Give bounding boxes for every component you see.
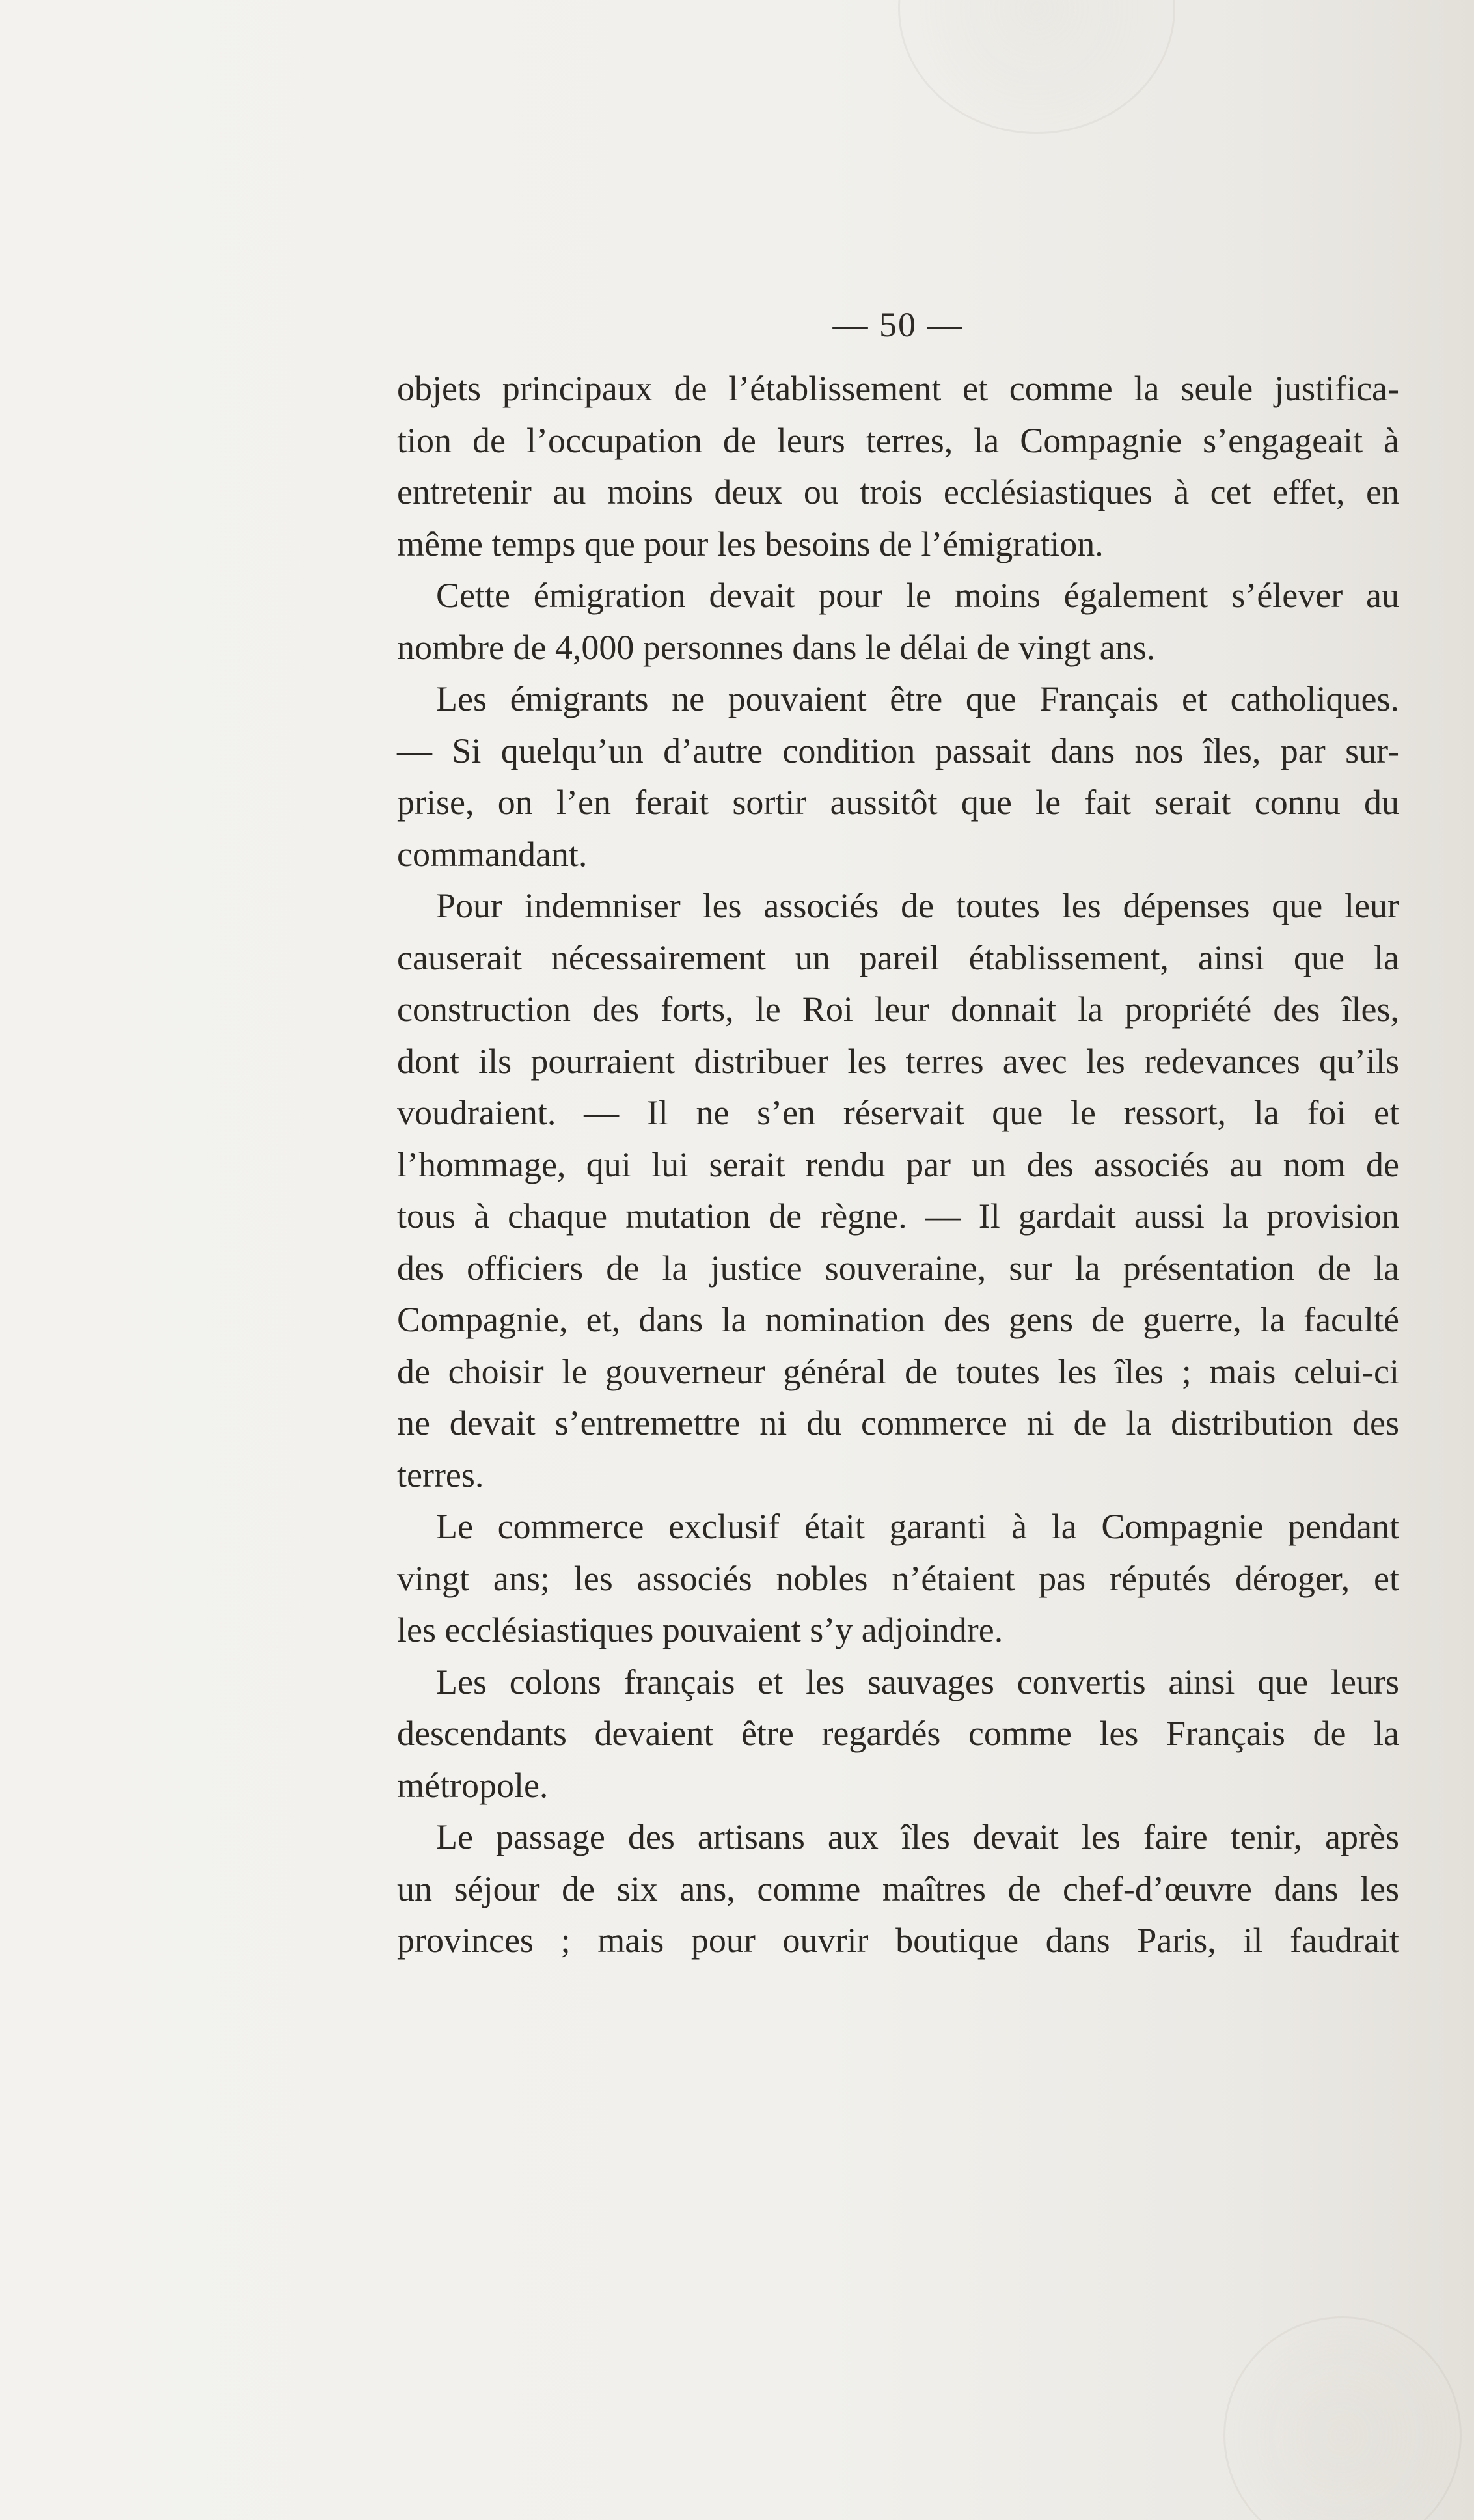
text-line: causerait nécessairement un pareil établissement, ainsi que la [397, 938, 1399, 977]
text-line: objets principaux de l’établissement et comme la seule justifica- [397, 369, 1399, 408]
text-line: Le commerce exclusif était garanti à la Compagnie pendant [436, 1507, 1399, 1546]
text-line: Le passage des artisans aux îles devait les faire tenir, après [436, 1817, 1399, 1856]
body-text [397, 363, 1399, 1967]
text-line: — Si quelqu’un d’autre condition passait dans nos îles, par sur- [397, 731, 1399, 770]
text-line: ne devait s’entremettre ni du commerce ni de la distribution des [397, 1403, 1399, 1443]
text-line: Les colons français et les sauvages convertis ainsi que leurs [436, 1662, 1399, 1701]
text-line: des officiers de la justice souveraine, sur la présentation de la [397, 1248, 1399, 1288]
text-line: Les émigrants ne pouvaient être que Français et catholiques. [436, 679, 1399, 718]
text-line: même temps que pour les besoins de l’émigration. [397, 524, 1104, 563]
page-number: — 50 — [832, 305, 964, 344]
text-line: Cette émigration devait pour le moins également s’élever au [436, 576, 1399, 615]
text-line: métropole. [397, 1765, 549, 1805]
text-line: nombre de 4,000 personnes dans le délai de vingt ans. [397, 627, 1156, 667]
text-line: terres. [397, 1455, 484, 1495]
text-line: entretenir au moins deux ou trois ecclésiastiques à cet effet, en [397, 472, 1399, 511]
paper-stain [898, 0, 1175, 134]
text-line: tion de l’occupation de leurs terres, la Compagnie s’engageait à [397, 420, 1399, 460]
text-line: l’hommage, qui lui serait rendu par un des associés au nom de [397, 1145, 1399, 1184]
text-line: provinces ; mais pour ouvrir boutique dans Paris, il faudrait [397, 1921, 1399, 1960]
text-line: descendants devaient être regardés comme les Français de la [397, 1714, 1399, 1753]
text-line: voudraient. — Il ne s’en réservait que le ressort, la foi et [397, 1093, 1399, 1132]
text-line: vingt ans; les associés nobles n’étaient pas réputés déroger, et [397, 1558, 1399, 1598]
text-line: Pour indemniser les associés de toutes les dépenses que leur [436, 886, 1399, 925]
text-line: prise, on l’en ferait sortir aussitôt que le fait serait connu du [397, 783, 1399, 822]
text-line: de choisir le gouverneur général de toutes les îles ; mais celui-ci [397, 1351, 1399, 1391]
text-line: Compagnie, et, dans la nomination des gens de guerre, la faculté [397, 1300, 1399, 1339]
text-line: un séjour de six ans, comme maîtres de chef-d’œuvre dans les [397, 1869, 1399, 1908]
paper-stain [1223, 2316, 1462, 2520]
text-line: dont ils pourraient distribuer les terres avec les redevances qu’ils [397, 1041, 1399, 1081]
text-line: commandant. [397, 834, 588, 874]
text-line: tous à chaque mutation de règne. — Il gardait aussi la provision [397, 1197, 1399, 1236]
text-line: construction des forts, le Roi leur donnait la propriété des îles, [397, 990, 1399, 1029]
text-line: les ecclésiastiques pouvaient s’y adjoindre. [397, 1610, 1003, 1649]
